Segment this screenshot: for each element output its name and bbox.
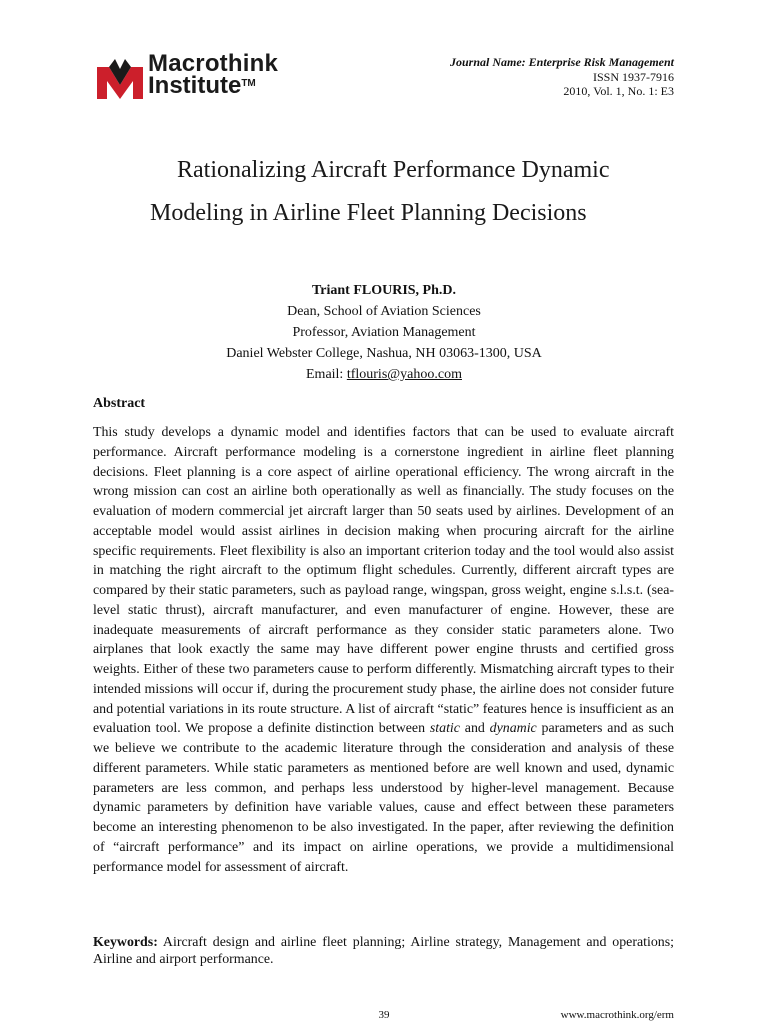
author-email-line [0, 364, 768, 385]
abstract-body [93, 423, 674, 877]
abstract-heading: Abstract [93, 396, 146, 411]
macrothink-m-icon [95, 55, 145, 101]
logo-tm: TM [241, 78, 256, 89]
email-label: Email: [306, 367, 344, 382]
journal-issn: ISSN 1937-7916 [592, 69, 674, 84]
journal-volume: 2010, Vol. 1, No. 1: E3 [563, 84, 674, 98]
macrothink-logo [95, 50, 295, 103]
abstract-italic-dynamic: dynamic [489, 721, 537, 737]
abstract-text-part2: parameters and as such we believe we contribute to the academic literature through the consideration and analysis of these different parameters. While static parameters as mentioned before are well known and used, dynamic parameters are less common, and perhaps less understood by higher-level management. Because dynamic parameters by definition have variable values, cause and effect between these parameters become an interesting phenomenon to be also investigated. In the paper, after reviewing the definition of “aircraft performance” and its impact on airline operations, we provide a multidimensional performance model for assessment of aircraft. [93, 721, 674, 875]
author-position-dean: Dean, School of Aviation Sciences [287, 304, 481, 319]
author-name: Triant FLOURIS, Ph.D. [311, 283, 457, 298]
email-link[interactable]: tflouris@yahoo.com [346, 367, 462, 382]
logo-line1: Macrothink [148, 50, 279, 77]
abstract-and: and [459, 721, 490, 737]
abstract-text-part1: This study develops a dynamic model and identifies factors that can be used to evaluate aircraft performance. Aircraft performance modeling is a cornerstone ingredient in airline fleet planning decisions. Fleet planning is a core aspect of airline operational efficiency. The wrong aircraft in the wrong mission can cost an airline both operationally as well as financially. The study focuses on the evaluation of modern commercial jet aircraft larger than 50 seats used by airlines. Development of an acceptable model would assist airlines in decision making when procuring aircraft for the airline specific requirements. Fleet flexibility is also an important criterion today and the tool would also assist in matching the right aircraft to the optimum flight schedules. Currently, different aircraft types are compared by their static parameters, such as payload range, wingspan, gross weight, engine s.l.s.t. (sea-level static thrust), aircraft manufacturer, and even manufacturer of engine. However, these are inadequate measurements of aircraft performance as they consider static parameters alone. Two airplanes that look exactly the same may have different power engine thrusts and certified gross weights. Either of these two parameters cause to perform differently. Mismatching aircraft types to their intended missions will occur if, during the procurement study phase, the airline does not consider future and potential variations in its route structure. A list of aircraft “static” features hence is insufficient as an evaluation tool. We propose a definite distinction between [93, 425, 674, 737]
logo-wordmark [148, 50, 279, 99]
paper-title-line2: Modeling in Airline Fleet Planning Decisions [150, 200, 587, 226]
keywords-label: Keywords: [93, 935, 158, 950]
abstract-italic-static: static [429, 721, 460, 737]
author-position-professor: Professor, Aviation Management [292, 325, 476, 340]
journal-name: Journal Name: Enterprise Risk Management [449, 55, 674, 69]
footer-url[interactable]: www.macrothink.org/erm [560, 1009, 674, 1021]
keywords-text: Aircraft design and airline fleet planning; Airline strategy, Management and operations; Airline and airport performance. [93, 935, 674, 967]
journal-info [450, 55, 674, 99]
logo-line2: Institute™ [148, 72, 256, 99]
author-address: Daniel Webster College, Nashua, NH 03063-1300, USA [226, 346, 542, 361]
author-block [0, 280, 768, 385]
paper-title-line1: Rationalizing Aircraft Performance Dynamic [177, 157, 610, 183]
keywords-block [93, 934, 674, 968]
page-number: 39 [378, 1009, 390, 1021]
